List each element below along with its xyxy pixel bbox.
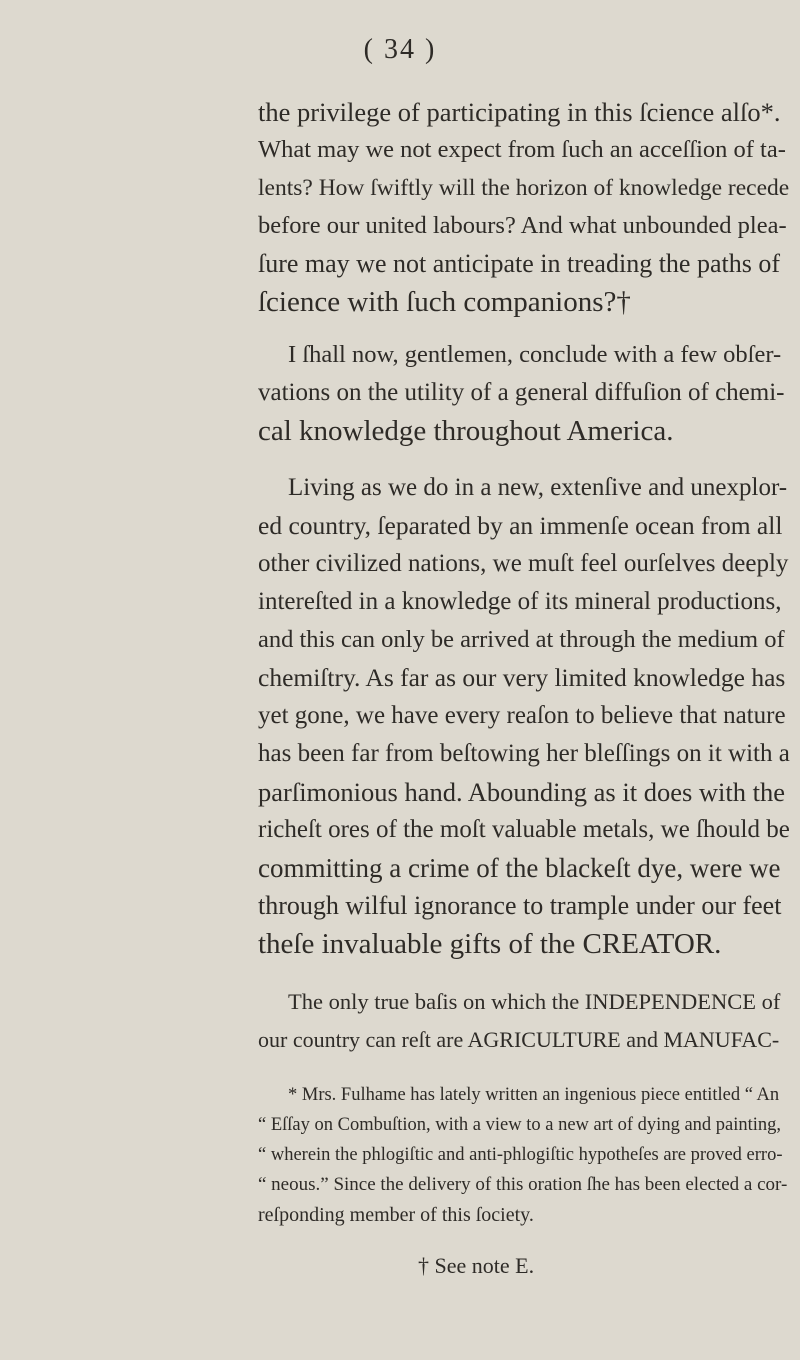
footnote-line: * Mrs. Fulhame has lately written an ingenious piece entitled “ An — [288, 1085, 780, 1105]
text-line: before our united labours? And what unbounded plea- — [258, 212, 787, 239]
text-line: chemiſtry. As far as our very limited knowledge has — [258, 663, 786, 692]
text-line: What may we not expect from ſuch an acceſſion of ta- — [258, 136, 786, 163]
text-line: intereſted in a knowledge of its mineral productions, — [258, 588, 782, 615]
text-line: vations on the utility of a general diffuſion of chemi- — [258, 379, 785, 406]
footnote-line: “ wherein the phlogiſtic and anti-phlogiſtic hypotheſes are proved erro- — [258, 1145, 783, 1165]
text-line: has been far from beſtowing her bleſſings on it with a — [258, 740, 790, 767]
text-line: ſure may we not anticipate in treading the paths of — [258, 249, 780, 278]
text-line: theſe invaluable gifts of the CREATOR. — [258, 928, 722, 960]
text-line: committing a crime of the blackeſt dye, were we — [258, 853, 781, 883]
text-line: lents? How ſwiftly will the horizon of knowledge recede — [258, 175, 790, 201]
page-number: ( 34 ) — [363, 34, 437, 65]
text-line: The only true baſis on which the INDEPENDENCE of — [288, 989, 781, 1014]
text-line: parſimonious hand. Abounding as it does with the — [258, 777, 786, 807]
text-line: our country can reſt are AGRICULTURE and MANUFAC- — [258, 1027, 780, 1052]
text-line: cal knowledge throughout America. — [258, 415, 674, 447]
footnote-line: reſponding member of this ſociety. — [258, 1204, 534, 1226]
dagger-note: † See note E. — [418, 1253, 535, 1278]
text-line: the privilege of participating in this ſcience alſo*. — [258, 97, 781, 127]
text-line: richeſt ores of the moſt valuable metals, we ſhould be — [258, 816, 790, 843]
footnote-line: “ Eſſay on Combuſtion, with a view to a new art of dying and painting, — [258, 1115, 782, 1135]
text-line: Living as we do in a new, extenſive and unexplor- — [288, 474, 788, 501]
text-line: yet gone, we have every reaſon to believe that nature — [258, 702, 786, 729]
text-line: I ſhall now, gentlemen, conclude with a few obſer- — [288, 341, 782, 368]
text-line: other civilized nations, we muſt feel ourſelves deeply — [258, 550, 789, 577]
footnote-line: “ neous.” Since the delivery of this oration ſhe has been elected a cor- — [258, 1174, 788, 1195]
text-line: ed country, ſeparated by an immenſe ocean from all — [258, 511, 783, 540]
text-line: and this can only be arrived at through the medium of — [258, 626, 785, 653]
text-line: through wilful ignorance to trample under our feet — [258, 891, 782, 920]
text-line: ſcience with ſuch companions?† — [258, 286, 631, 318]
